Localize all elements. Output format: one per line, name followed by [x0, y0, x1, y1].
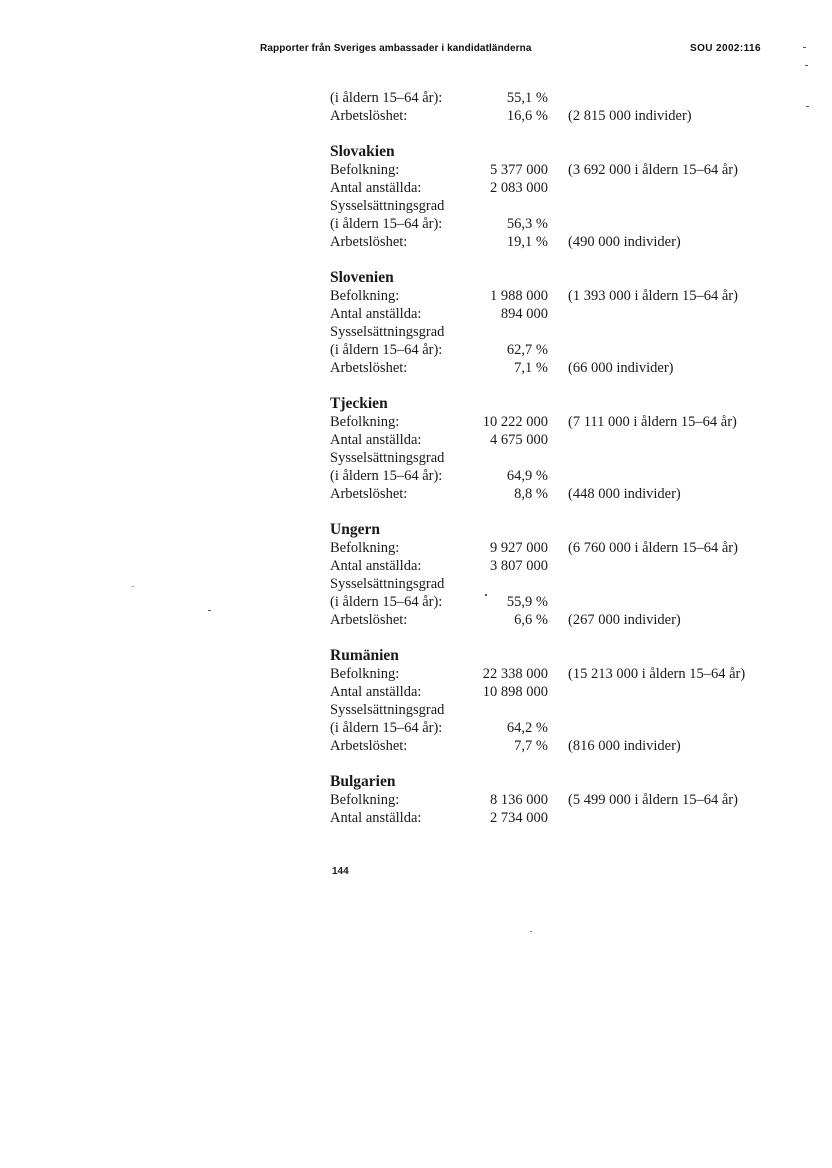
- running-header-report-id: SOU 2002:116: [690, 43, 761, 54]
- stat-row: [330, 179, 790, 197]
- stat-value: 9 927 000: [490, 540, 548, 556]
- country-section-slovenien: [330, 269, 790, 377]
- stat-row: [330, 431, 790, 449]
- stat-note: (7 111 000 i åldern 15–64 år): [568, 414, 737, 430]
- stat-label: Befolkning:: [330, 792, 400, 808]
- stat-label: (i åldern 15–64 år):: [330, 720, 443, 736]
- stat-value: 1 988 000: [490, 288, 548, 304]
- stat-row: [330, 665, 790, 683]
- stat-value: 22 338 000: [482, 666, 548, 682]
- stat-value: 3 807 000: [490, 558, 548, 574]
- stat-label: (i åldern 15–64 år):: [330, 468, 443, 484]
- stat-label: Antal anställda:: [330, 558, 422, 574]
- stat-note: (3 692 000 i åldern 15–64 år): [568, 162, 738, 178]
- scan-mark: [132, 586, 134, 587]
- stat-note: (2 815 000 individer): [568, 108, 692, 124]
- stat-note: (5 499 000 i åldern 15–64 år): [568, 792, 738, 808]
- stat-label: Antal anställda:: [330, 306, 422, 322]
- stat-label: Arbetslöshet:: [330, 360, 408, 376]
- stat-label: Antal anställda:: [330, 432, 422, 448]
- continued-block: [330, 89, 790, 125]
- stat-note: (448 000 individer): [568, 486, 681, 502]
- stat-row: [330, 449, 790, 467]
- stat-value: 8,8 %: [514, 486, 548, 502]
- stat-value: 56,3 %: [506, 216, 548, 232]
- stat-label: Antal anställda:: [330, 180, 422, 196]
- stat-note: (6 760 000 i åldern 15–64 år): [568, 540, 738, 556]
- stat-label: (i åldern 15–64 år):: [330, 216, 443, 232]
- country-section-tjeckien: [330, 395, 790, 503]
- stat-note: (15 213 000 i åldern 15–64 år): [568, 666, 746, 682]
- stat-value: 5 377 000: [490, 162, 548, 178]
- stat-row: [330, 539, 790, 557]
- stat-row: [330, 359, 790, 377]
- scan-mark: [530, 931, 532, 932]
- stat-row: [330, 305, 790, 323]
- stat-value: 8 136 000: [490, 792, 548, 808]
- running-header-title: Rapporter från Sveriges ambassader i kandidatländerna: [260, 43, 532, 54]
- stat-row: [330, 809, 790, 827]
- stat-label: Arbetslöshet:: [330, 612, 408, 628]
- scan-mark: [485, 594, 487, 596]
- stat-label: Arbetslöshet:: [330, 234, 408, 250]
- stat-label: Arbetslöshet:: [330, 108, 408, 124]
- stat-row: [330, 701, 790, 719]
- stat-value: 64,9 %: [506, 468, 548, 484]
- scan-mark: [208, 610, 211, 611]
- stat-value: 7,1 %: [514, 360, 548, 376]
- stat-value: 10 898 000: [482, 684, 548, 700]
- stat-row: [330, 323, 790, 341]
- stat-label: Befolkning:: [330, 288, 400, 304]
- stat-value: 16,6 %: [506, 108, 548, 124]
- stat-label: Sysselsättningsgrad: [330, 576, 445, 592]
- stat-label: Sysselsättningsgrad: [330, 450, 445, 466]
- stat-row: [330, 611, 790, 629]
- stat-label: Befolkning:: [330, 414, 400, 430]
- stat-row: [330, 683, 790, 701]
- stat-row: [330, 161, 790, 179]
- stat-row: [330, 107, 790, 125]
- country-section-bulgarien: [330, 773, 790, 827]
- stat-label: (i åldern 15–64 år):: [330, 594, 443, 610]
- stat-value: 4 675 000: [490, 432, 548, 448]
- stat-value: 19,1 %: [506, 234, 548, 250]
- stat-value: 894 000: [500, 306, 548, 322]
- stat-row: [330, 575, 790, 593]
- stat-value: 55,1 %: [506, 90, 548, 106]
- stat-label: Antal anställda:: [330, 684, 422, 700]
- stat-label: (i åldern 15–64 år):: [330, 90, 443, 106]
- stat-row: [330, 215, 790, 233]
- country-heading: Ungern: [330, 521, 380, 538]
- stat-row: [330, 791, 790, 809]
- stat-value: 62,7 %: [506, 342, 548, 358]
- scan-mark: [803, 47, 806, 48]
- stat-label: Sysselsättningsgrad: [330, 324, 445, 340]
- scan-mark: [805, 65, 808, 66]
- stat-row: [330, 719, 790, 737]
- country-section-rumanien: [330, 647, 790, 755]
- country-heading: Rumänien: [330, 647, 399, 664]
- stat-label: (i åldern 15–64 år):: [330, 342, 443, 358]
- stat-note: (66 000 individer): [568, 360, 674, 376]
- stat-label: Befolkning:: [330, 162, 400, 178]
- stat-value: 2 734 000: [490, 810, 548, 826]
- stat-label: Arbetslöshet:: [330, 738, 408, 754]
- stat-label: Befolkning:: [330, 666, 400, 682]
- stat-row: [330, 341, 790, 359]
- scan-mark: [806, 106, 809, 107]
- country-heading: Bulgarien: [330, 773, 396, 790]
- stat-row: [330, 413, 790, 431]
- stat-value: 6,6 %: [514, 612, 548, 628]
- stat-label: Sysselsättningsgrad: [330, 702, 445, 718]
- stat-label: Antal anställda:: [330, 810, 422, 826]
- stat-note: (816 000 individer): [568, 738, 681, 754]
- country-heading: Slovakien: [330, 143, 395, 160]
- stat-row: [330, 593, 790, 611]
- stat-row: [330, 467, 790, 485]
- country-heading: Slovenien: [330, 269, 394, 286]
- stat-value: 10 222 000: [482, 414, 548, 430]
- stat-note: (267 000 individer): [568, 612, 681, 628]
- stat-row: [330, 197, 790, 215]
- stat-row: [330, 89, 790, 107]
- stat-note: (1 393 000 i åldern 15–64 år): [568, 288, 738, 304]
- stat-value: 64,2 %: [506, 720, 548, 736]
- stat-value: 7,7 %: [514, 738, 548, 754]
- stat-row: [330, 557, 790, 575]
- stat-note: (490 000 individer): [568, 234, 681, 250]
- stat-value: 2 083 000: [490, 180, 548, 196]
- stat-label: Befolkning:: [330, 540, 400, 556]
- page-number: 144: [332, 866, 349, 877]
- stat-label: Sysselsättningsgrad: [330, 198, 445, 214]
- country-section-ungern: [330, 521, 790, 629]
- stat-row: [330, 233, 790, 251]
- stat-row: [330, 485, 790, 503]
- stat-row: [330, 737, 790, 755]
- stat-row: [330, 287, 790, 305]
- stat-value: 55,9 %: [506, 594, 548, 610]
- country-section-slovakien: [330, 143, 790, 251]
- country-heading: Tjeckien: [330, 395, 388, 412]
- stat-label: Arbetslöshet:: [330, 486, 408, 502]
